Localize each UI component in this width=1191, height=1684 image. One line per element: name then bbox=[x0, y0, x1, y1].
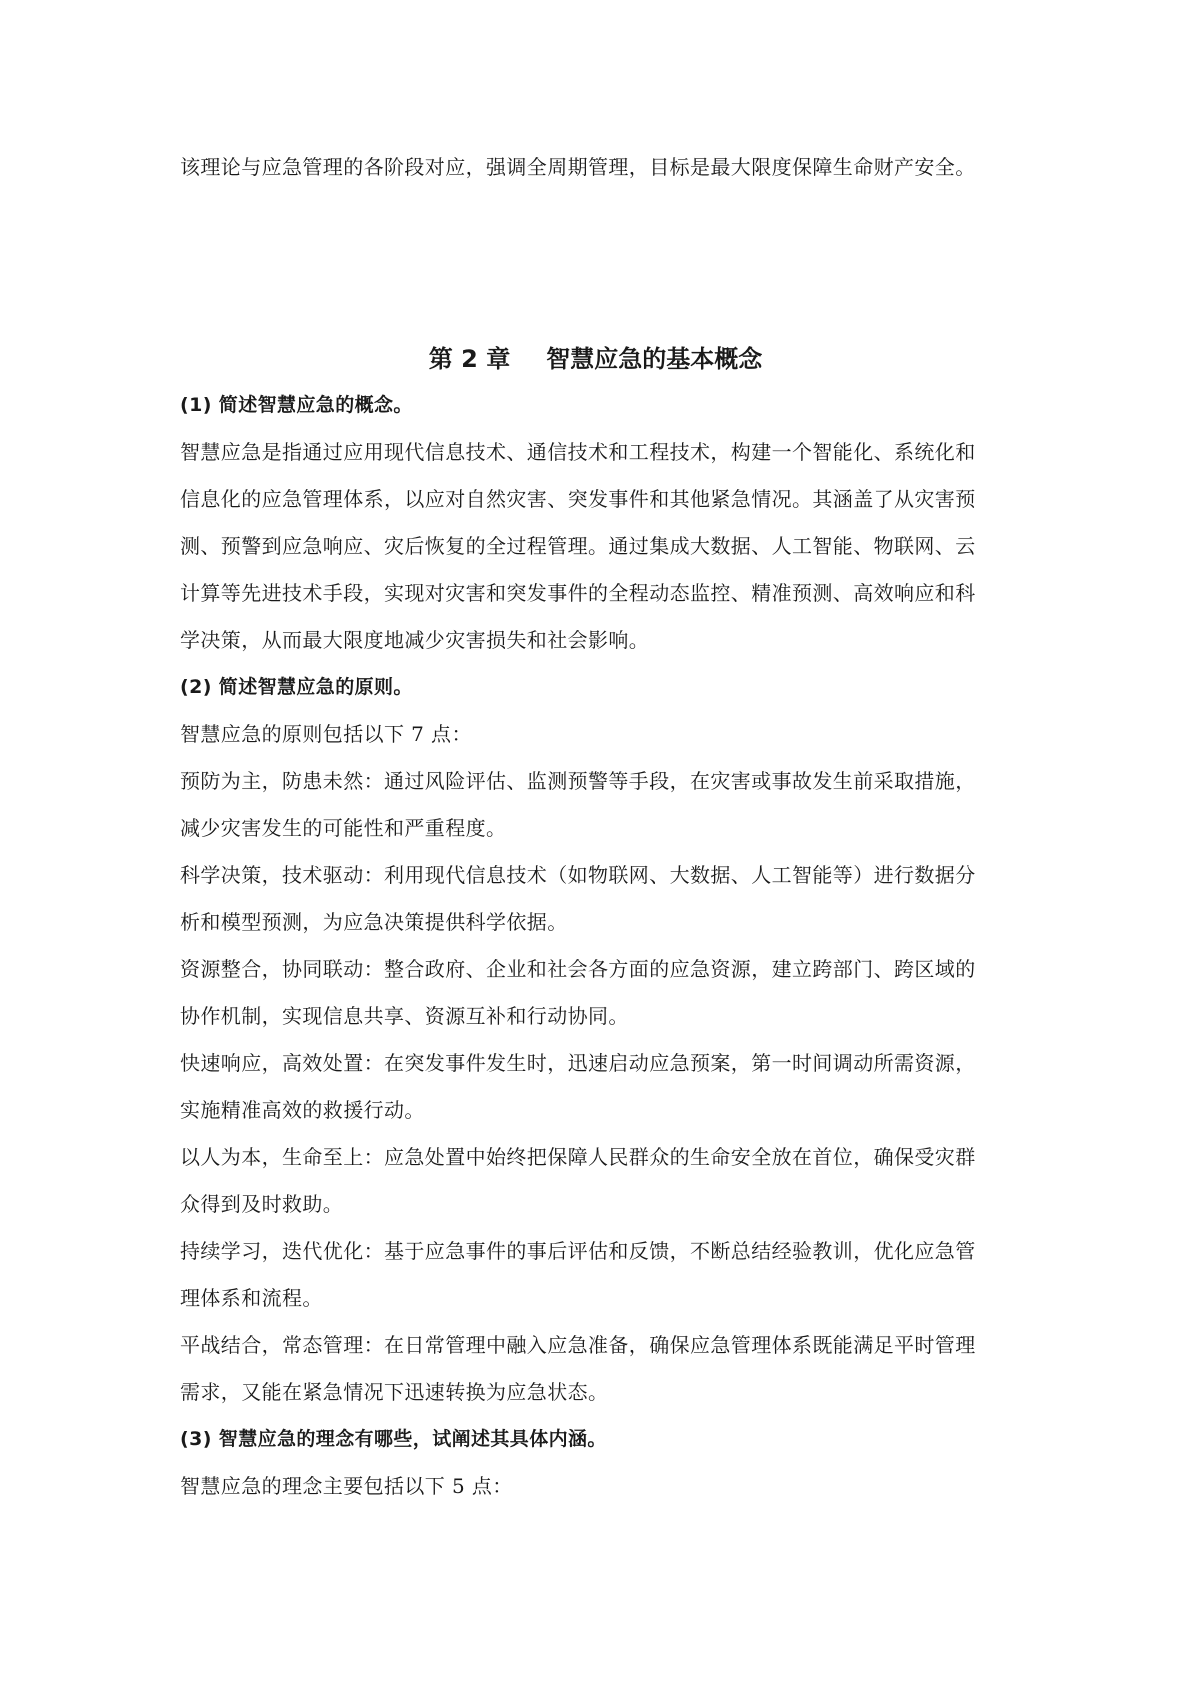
paragraph-line: 需求，又能在紧急情况下迅速转换为应急状态。 bbox=[180, 1380, 609, 1404]
paragraph-line: 快速响应，高效处置：在突发事件发生时，迅速启动应急预案，第一时间调动所需资源， bbox=[180, 1051, 976, 1075]
question-1-heading: (1) 简述智慧应急的概念。 bbox=[180, 394, 413, 416]
paragraph-line: 协作机制，实现信息共享、资源互补和行动协同。 bbox=[180, 1004, 629, 1028]
chapter-number: 第 2 章 bbox=[428, 345, 511, 373]
question-2-heading: (2) 简述智慧应急的原则。 bbox=[180, 676, 413, 698]
paragraph-line: 以人为本，生命至上：应急处置中始终把保障人民群众的生命安全放在首位，确保受灾群 bbox=[180, 1145, 976, 1169]
paragraph-line: 预防为主，防患未然：通过风险评估、监测预警等手段，在灾害或事故发生前采取措施， bbox=[180, 769, 976, 793]
paragraph-line: 科学决策，技术驱动：利用现代信息技术（如物联网、大数据、人工智能等）进行数据分 bbox=[180, 863, 976, 887]
paragraph-line: 智慧应急的原则包括以下 7 点： bbox=[180, 722, 472, 746]
paragraph-line: 理体系和流程。 bbox=[180, 1286, 323, 1310]
paragraph-line: 持续学习，迭代优化：基于应急事件的事后评估和反馈，不断总结经验教训，优化应急管 bbox=[180, 1239, 976, 1263]
question-3-heading: (3) 智慧应急的理念有哪些，试阐述其具体内涵。 bbox=[180, 1428, 607, 1450]
paragraph-line: 智慧应急的理念主要包括以下 5 点： bbox=[180, 1474, 513, 1498]
paragraph-line: 实施精准高效的救援行动。 bbox=[180, 1098, 425, 1122]
paragraph-line: 计算等先进技术手段，实现对灾害和突发事件的全程动态监控、精准预测、高效响应和科 bbox=[180, 581, 976, 605]
chapter-title: 智慧应急的基本概念 bbox=[546, 345, 763, 373]
paragraph-line: 减少灾害发生的可能性和严重程度。 bbox=[180, 816, 507, 840]
paragraph-line: 平战结合，常态管理：在日常管理中融入应急准备，确保应急管理体系既能满足平时管理 bbox=[180, 1333, 976, 1357]
paragraph-line: 析和模型预测，为应急决策提供科学依据。 bbox=[180, 910, 568, 934]
paragraph-line: 众得到及时救助。 bbox=[180, 1192, 344, 1216]
chapter-heading bbox=[0, 342, 1191, 376]
paragraph-line: 信息化的应急管理体系，以应对自然灾害、突发事件和其他紧急情况。其涵盖了从灾害预 bbox=[180, 487, 976, 511]
paragraph-line: 智慧应急是指通过应用现代信息技术、通信技术和工程技术，构建一个智能化、系统化和 bbox=[180, 440, 976, 464]
paragraph-line: 资源整合，协同联动：整合政府、企业和社会各方面的应急资源，建立跨部门、跨区域的 bbox=[180, 957, 976, 981]
intro-paragraph: 该理论与应急管理的各阶段对应，强调全周期管理，目标是最大限度保障生命财产安全。 bbox=[180, 155, 976, 179]
paragraph-line: 学决策，从而最大限度地减少灾害损失和社会影响。 bbox=[180, 628, 650, 652]
paragraph-line: 测、预警到应急响应、灾后恢复的全过程管理。通过集成大数据、人工智能、物联网、云 bbox=[180, 534, 976, 558]
